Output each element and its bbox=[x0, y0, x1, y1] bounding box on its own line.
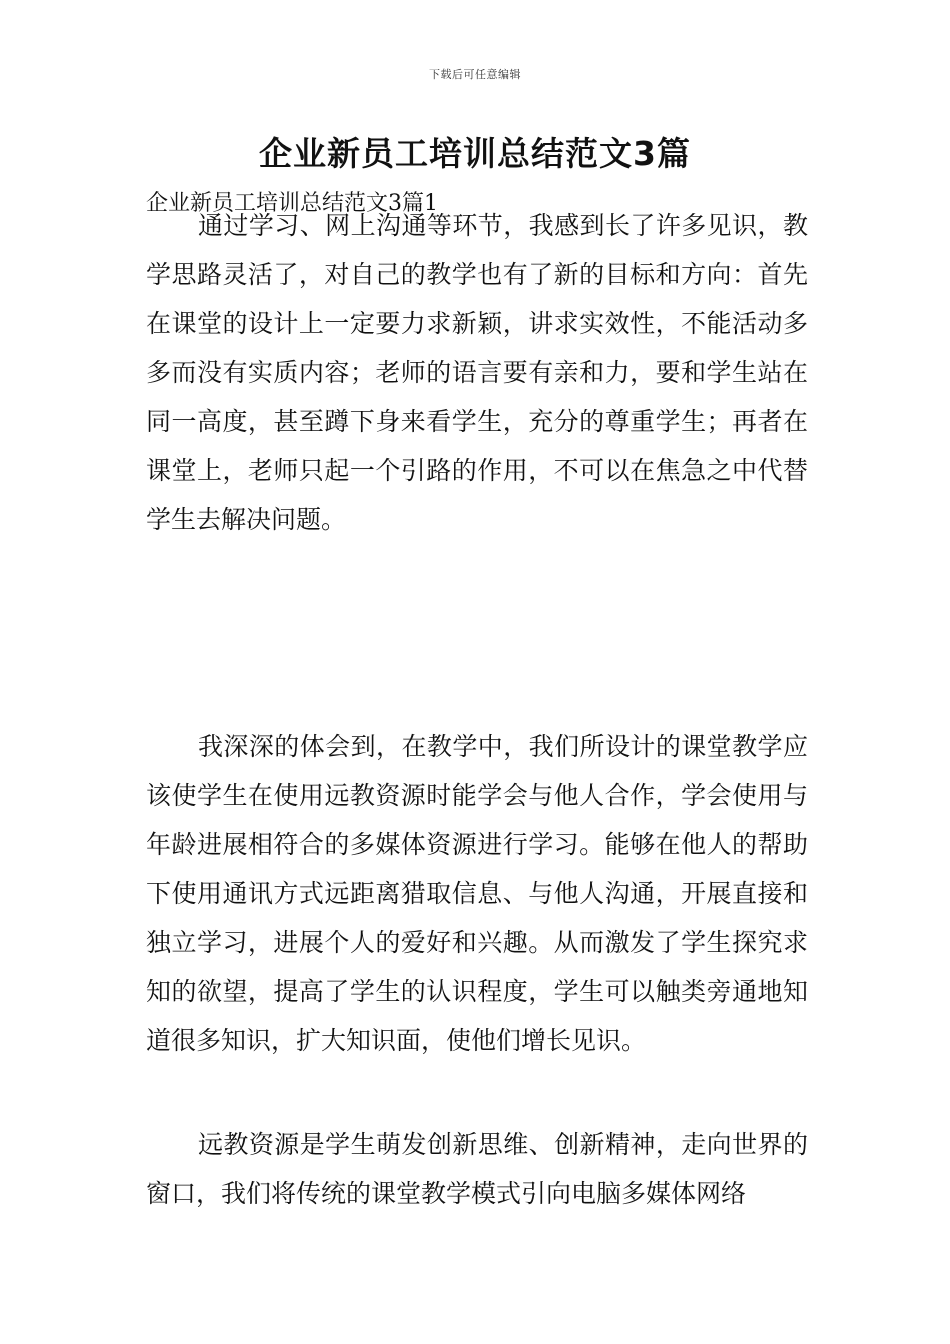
section-subtitle: 企业新员工培训总结范文3篇1 bbox=[146, 191, 438, 216]
body-paragraph-2: 我深深的体会到，在教学中，我们所设计的课堂教学应该使学生在使用远教资源时能学会与他人合作，学会使用与年龄进展相符合的多媒体资源进行学习。能够在他人的帮助下使用通讯方式远距离猎取信息、与他人沟通，开展直接和独立学习，进展个人的爱好和兴趣。从而激发了学生探究求知的欲望，提高了学生的认识程度，学生可以触类旁通地知道很多知识，扩大知识面，使他们增长见识。 bbox=[146, 732, 808, 1055]
body-paragraph-3: 远教资源是学生萌发创新思维、创新精神，走向世界的窗口，我们将传统的课堂教学模式引向电脑多媒体网络 bbox=[146, 1130, 808, 1208]
body-paragraph-1: 通过学习、网上沟通等环节，我感到长了许多见识，教学思路灵活了，对自己的教学也有了新的目标和方向：首先在课堂的设计上一定要力求新颖，讲求实效性，不能活动多多而没有实质内容；老师的语言要有亲和力，要和学生站在同一高度，甚至蹲下身来看学生，充分的尊重学生；再者在课堂上，老师只起一个引路的作用，不可以在焦急之中代替学生去解决问题。 bbox=[146, 211, 808, 534]
header-note: 下载后可任意编辑 bbox=[429, 68, 521, 81]
document-title: 企业新员工培训总结范文3篇 bbox=[259, 134, 691, 173]
